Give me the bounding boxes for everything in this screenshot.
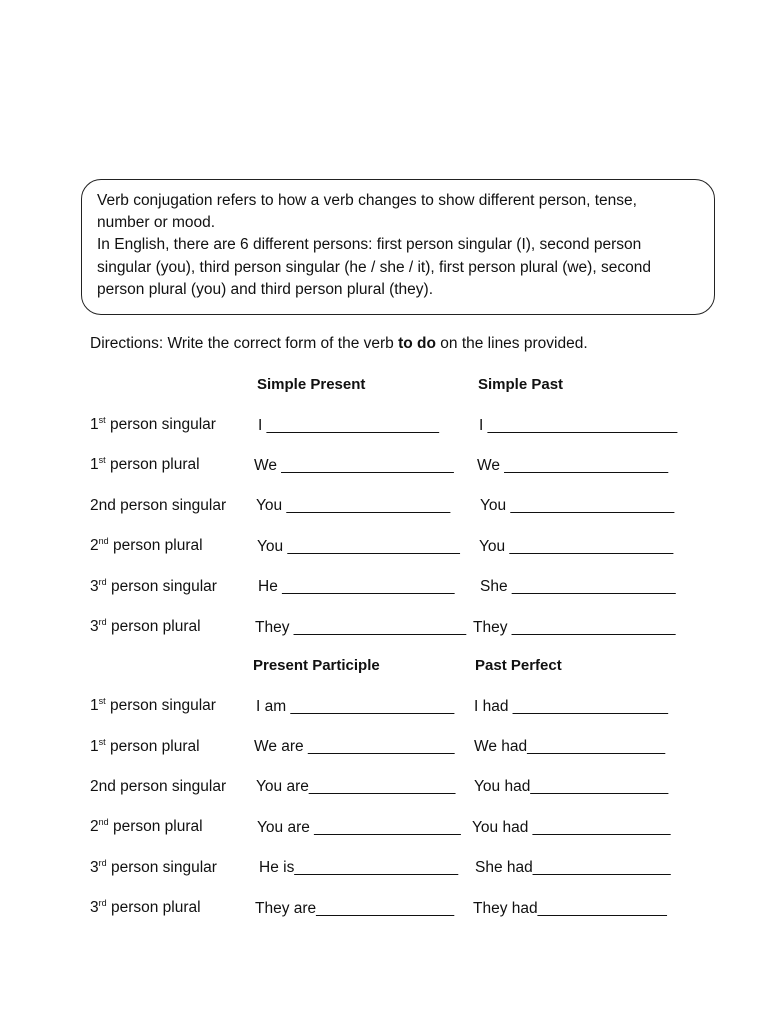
intro-line: Verb conjugation refers to how a verb changes to show different person, tense, — [97, 192, 637, 209]
answer-line[interactable]: He ____________________ — [258, 578, 455, 595]
intro-line: singular (you), third person singular (he / she / it), first person plural (we), second — [97, 258, 651, 276]
answer-line[interactable]: You had ________________ — [472, 819, 671, 836]
row-label: 3rd person singular — [90, 577, 217, 595]
row-label: 3rd person singular — [90, 858, 217, 876]
answer-line[interactable]: You are_________________ — [256, 778, 456, 795]
answer-line[interactable]: I am ___________________ — [256, 698, 455, 715]
intro-line: person plural (you) and third person plural (they). — [97, 280, 434, 298]
row-label: 2nd person plural — [90, 536, 203, 554]
answer-line[interactable]: We had________________ — [474, 738, 666, 755]
directions — [90, 335, 588, 353]
row-label: 1st person singular — [90, 415, 216, 433]
row-label: 2nd person singular — [90, 778, 227, 795]
row-label: 2nd person singular — [90, 497, 227, 514]
answer-line[interactable]: You ___________________ — [480, 497, 675, 514]
heading-past-perfect: Past Perfect — [475, 657, 562, 674]
answer-line[interactable]: You ____________________ — [257, 538, 460, 555]
intro-box — [81, 179, 715, 315]
row-label: 1st person plural — [90, 737, 200, 755]
directions-verb: to do — [398, 335, 436, 352]
directions-text-end: on the lines provided. — [435, 335, 588, 352]
heading-simple-present: Simple Present — [257, 376, 366, 393]
answer-line[interactable]: We ____________________ — [254, 457, 454, 474]
answer-line[interactable]: She ___________________ — [480, 578, 676, 595]
answer-line[interactable]: He is___________________ — [259, 859, 459, 876]
answer-line[interactable]: They had_______________ — [473, 900, 667, 917]
answer-line[interactable]: You had________________ — [474, 778, 669, 795]
directions-text: Directions: Write the correct form of the verb — [90, 335, 399, 352]
heading-simple-past: Simple Past — [478, 376, 564, 393]
answer-line[interactable]: They ____________________ — [255, 619, 467, 636]
heading-present-participle: Present Participle — [253, 657, 380, 674]
row-label: 1st person plural — [90, 455, 200, 473]
row-label: 2nd person plural — [90, 817, 203, 835]
answer-line[interactable]: They ___________________ — [473, 619, 676, 636]
intro-line: In English, there are 6 different persons: first person singular (I), second person — [97, 236, 642, 254]
answer-line[interactable]: They are________________ — [255, 900, 455, 917]
row-label: 3rd person plural — [90, 617, 201, 635]
answer-line[interactable]: I ______________________ — [479, 417, 678, 434]
answer-line[interactable]: You ___________________ — [256, 497, 451, 514]
answer-line[interactable]: We are _________________ — [254, 738, 455, 755]
intro-line: number or mood. — [97, 214, 216, 232]
row-label: 1st person singular — [90, 696, 216, 714]
answer-line[interactable]: You are _________________ — [257, 819, 461, 836]
answer-line[interactable]: I ____________________ — [258, 417, 440, 434]
answer-line[interactable]: She had________________ — [475, 859, 671, 876]
answer-line[interactable]: You ___________________ — [479, 538, 674, 555]
answer-line[interactable]: I had __________________ — [474, 698, 668, 715]
row-label: 3rd person plural — [90, 898, 201, 916]
answer-line[interactable]: We ___________________ — [477, 457, 669, 474]
